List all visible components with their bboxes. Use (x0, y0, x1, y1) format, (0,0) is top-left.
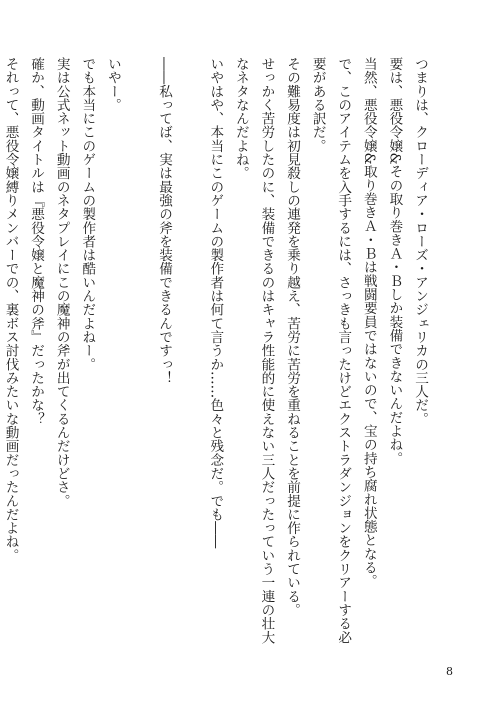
blank-line (125, 57, 151, 655)
text-line: 実は公式ネット動画のネタプレイにこの魔神の斧が出てくるんだけどさ。 (53, 57, 70, 508)
page-number: 8 (446, 665, 453, 678)
text-line: で、このアイテムを入手するには、さっきも言ったけどエクストラダンジョンをクリアーする必 (335, 57, 352, 644)
vertical-text-block (2, 57, 432, 655)
text-line: せっかく苦労したのに、装備できるのはキャラ性能的に使えない三人だったっていう一連の壮大 (258, 57, 275, 644)
text-line: いやー。 (104, 57, 121, 112)
text-line: つまりは、クローディア・ローズ・アンジェリカの三人だ。 (412, 57, 428, 426)
text-line: でも本当にこのゲームの製作者は酷いんだよねー。 (79, 57, 96, 371)
text-line: 当然、悪役令嬢&取り巻きＡ・Ｂは戦闘要員ではないので、宝の持ち腐れ状態となる。 (360, 57, 377, 588)
text-line: ――私ってば、実は最強の斧を装備できるんですっ！ (156, 57, 173, 385)
text-line: なネタなんだよね。 (232, 57, 249, 180)
text-line: いやはや、本当にこのゲームの製作者は何て言うか……色々と残念だ。でも―― (207, 57, 224, 549)
text-line: それって、悪役令嬢縛りメンバーでの、裏ボス討伐みたいな動画だったんだよね。 (2, 57, 19, 563)
text-line: その難易度は初見殺しの連発を乗り越え、苦労に苦労を重ねることを前提に作られている。 (284, 57, 301, 617)
blank-line (176, 57, 202, 655)
text-line: 要がある訳だ。 (309, 57, 326, 153)
text-line: 確か、動画タイトルは『悪役令嬢と魔神の斧』だったかな？ (28, 57, 45, 426)
text-line: 要は、悪役令嬢&その取り巻きＡ・Ｂしか装備できないんだよね。 (386, 57, 403, 465)
